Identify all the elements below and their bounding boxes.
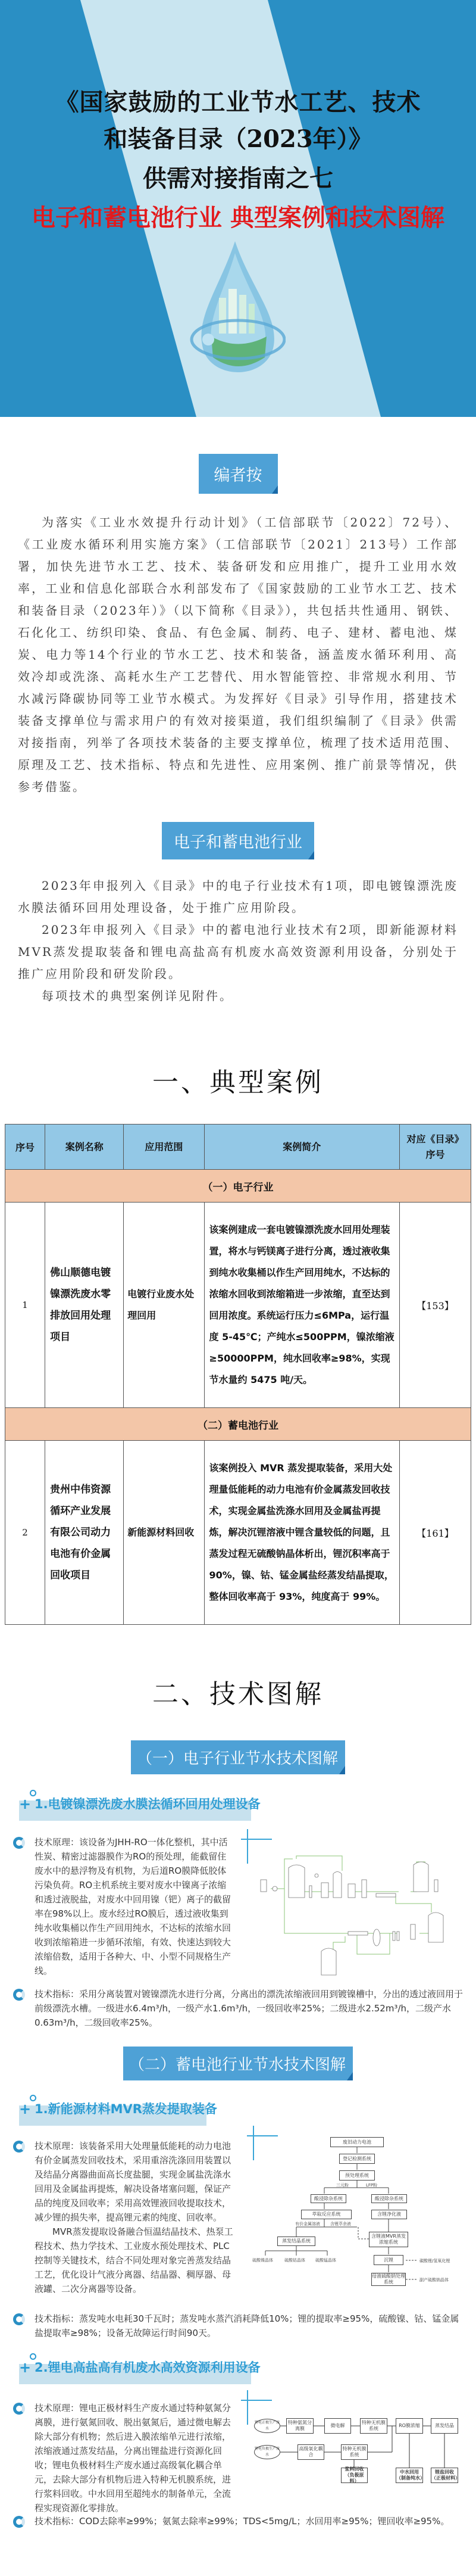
flow-node: 高级氧化耦合 — [298, 2444, 324, 2460]
case-index: 1 — [5, 1203, 45, 1408]
flow-output: 浆料回收（负极原料） — [341, 2468, 368, 2483]
cases-table — [5, 1124, 471, 1625]
hero-title-line3: 供需对接指南之七 — [143, 164, 333, 192]
item-title-text: 2.锂电高盐高有机废水高效资源利用设备 — [35, 2360, 261, 2375]
case-description: 该案例投入 MVR 蒸发提取装备，采用大处理量低能耗的动力电池有价金属蒸发回收技术，实现金属盐洗涤水回用及金属盐再提炼，解决沉锂溶液中锂含量较低的问题，且蒸发过程无硫酸钠晶体析出，锂沉积率高于90%，镍、钴、锰金属盐经蒸发结晶提取，整体回收率高于 93%，纯度高于 99%。 — [204, 1441, 399, 1625]
flow-input: 锂电正极生产废水 — [254, 2419, 280, 2433]
table-group-row — [5, 1170, 471, 1203]
fold-corner-icon — [272, 485, 278, 494]
table-row — [5, 1203, 471, 1408]
battery-diagram-tag — [123, 2047, 353, 2080]
flow-node: 含锂净化液 — [371, 2210, 407, 2219]
table-row — [5, 1441, 471, 1625]
group-label-electronics: （一）电子行业 — [5, 1170, 471, 1203]
indicators-text: 技术指标：蒸发吨水电耗30千瓦时；蒸发吨水蒸汽消耗降低10%；锂的提取率≥95%，硫酸镍、钴、锰金属盐提取率≥98%；设备无故障运行时间90天。 — [35, 2313, 459, 2338]
case-scope: 新能源材料回收 — [124, 1441, 204, 1625]
intro-paragraph-electronics: 2023年申报列入《目录》中的电子行业技术有1项，即电镀镍漂洗废水膜法循环回用处理设备，处于推广应用阶段。 — [18, 879, 458, 915]
flow-output: 副产硫酸钠晶体 — [419, 2278, 449, 2282]
intro-paragraph-note: 每项技术的典型案例详见附件。 — [42, 989, 233, 1003]
editor-note-tag — [199, 454, 278, 494]
principle-block — [0, 2401, 250, 2515]
flow-node: 登记检测系统 — [339, 2154, 375, 2164]
principle-text: 技术原理：该装备采用大处理量低能耗的动力电池有价金属蒸发回收技术，采用重溶洗涤回用装置以及结晶分离器曲面高长度盐腿，实现金属盐洗涤水回用及金属盐再提炼，解决设备堵塞问题，保证产品的纯度及回收率；采用高效锂液回收提取技术，减少锂的损失率，提高锂元素的纯度、回收率。 — [35, 2141, 231, 2223]
flow-branch-label: 含锂萃余液 — [330, 2222, 351, 2226]
flow-node: 含锂液MVR蒸发浓缩系统 — [369, 2232, 408, 2247]
industry-tag-wrap — [0, 822, 476, 859]
cases-heading: 一、典型案例 — [152, 1067, 324, 1098]
item-title-text: 1.新能源材料MVR蒸发提取装备 — [35, 2102, 217, 2116]
flow-output: 硫酸钴晶体 — [284, 2258, 305, 2263]
intro-paragraph-battery: 2023年申报列入《目录》中的蓄电池行业技术有2项，即新能源材料MVR蒸发提取装备和锂电高盐高有机废水高效资源利用设备，分别处于推广应用阶段和研发阶段。 — [18, 923, 458, 981]
diagrams-heading: 二、技术图解 — [152, 1679, 324, 1709]
flow-branch-label: 三元粉 — [336, 2183, 349, 2188]
indicators-text: 技术指标：COD去除率≥99%；氨氮去除率≥99%；TDS<5mg/L；水回用率≥95%；锂回收率≥95%。 — [35, 2516, 450, 2527]
bullet-ring-icon — [13, 2141, 25, 2153]
principle-text: 技术原理：锂电正极材料生产废水通过特种氨氮分离膜，进行氨氮回收、脱出氨氮后，通过微电解去除大部分有机物；然后进入膜浓缩单元进行浓缩，浓缩液通过蒸发结晶，分离出锂盐进行资源化回收；锂电负极材料生产废水通过高级氧化耦合单元，去除大部分有机物后进入特种无机膜系统，进行浆料回收。中水回用至超纯水的制备单元，全流程实现资源化零排放。 — [35, 2403, 231, 2513]
principle-text: 技术原理：该设备为JHH-RO一体化整机，其中活性炭、精密过滤器膜作为RO的预处理，能截留住废水中的悬浮物及有机物，为后道RO膜降低胶体污染负荷。RO主机系统主要对废水中镍离子浓缩和透过液脱盐，对废水中回用镍（钯）离子的截留率在98%以上。废水经过RO膜后，透过液收集到纯水收集桶以作生产回用纯水，不达标的浓缩水回收到浓缩箱进一步循环浓缩，有效、快速达到较大浓缩倍数，适用于各种大、中、小型不同规格生产线。 — [35, 1837, 231, 1976]
flow-node: 母液硫酸钠处理系统 — [372, 2273, 405, 2285]
item-title-nickel-rinse — [19, 1790, 261, 1823]
indicators-block — [0, 2312, 476, 2340]
col-header-scope: 应用范围 — [124, 1125, 204, 1170]
hero-subtitle: 电子和蓄电池行业 典型案例和技术图解 — [32, 204, 444, 232]
table-group-row — [5, 1408, 471, 1441]
flow-node: 蒸发结晶系统 — [277, 2237, 315, 2246]
flow-branch-label: LFP粉 — [366, 2183, 378, 2188]
flow-output: 锂盐回收（正极材料） — [431, 2468, 458, 2483]
flow-node: 预处理系统 — [339, 2170, 375, 2181]
indicators-block — [0, 2514, 476, 2528]
item-title-mvr — [19, 2095, 217, 2128]
col-header-index: 序号 — [5, 1125, 45, 1170]
industry-tag — [162, 822, 314, 859]
hero-banner — [0, 0, 476, 417]
flow-node: 特种无机膜系统 — [360, 2418, 387, 2434]
bullet-ring-icon — [13, 1837, 25, 1849]
fold-corner-icon — [308, 851, 314, 859]
case-name: 贵州中伟资源循环产业发展有限公司动力电池有价金属回收项目 — [45, 1441, 124, 1625]
editor-note-paragraph: 为落实《工业水效提升行动计划》（工信部联节〔2022〕72号）、《工业废水循环利用实施方案》（工信部联节〔2021〕213号）工作部署，加快先进节水工艺、技术、装备研发和应用推广，提升工业用水效率，工业和信息化部联合水利部发布了《国家鼓励的工业节水工艺、技术和装备目录（2023年）》（以下简称《目录》），共包括共性通用、钢铁、石化化工、纺织印染、食品、有色金属、制药、电子、建材、蓄电池、煤炭、电力等14个行业的节水工艺、技术和装备，涵盖废水循环利用、高效冷却或洗涤、高耗水生产工艺替代、用水智能管控、非常规水利用、节水减污降碳协同等工业节水模式。为发挥好《目录》引导作用，搭建技术装备支撑单位与需求用户的有效对接渠道，我们组织编制了《目录》供需对接指南，列举了各项技术装备的主要支撑单位，梳理了技术适用范围、原理及工艺、技术指标、特点和先进性、应用案例、推广前景等情况，供参考借鉴。 — [18, 515, 458, 794]
ro-process-diagram — [226, 1841, 476, 1984]
plus-icon: + — [19, 1796, 32, 1812]
mvr-flowchart — [250, 2127, 476, 2294]
plus-icon: + — [19, 2101, 32, 2117]
indicators-block — [0, 1987, 476, 2030]
bullet-ring-icon — [13, 1989, 25, 2001]
col-header-name: 案例名称 — [45, 1125, 124, 1170]
flowchart-connectors — [250, 2127, 476, 2294]
principle-text-2: MVR蒸发提取设备融合恒温结晶技术、热泵工程技术、热力学技术、工业废水预处理技术、PLC控制等关键技术，结合不同处理对象完善蒸发结晶工艺，优化设计气液分离器、结晶器、稠厚器、母液罐、二次分离器等设备。 — [35, 2226, 233, 2294]
flow-branch-label: 有价金属溶液 — [295, 2222, 320, 2226]
editor-note-tag-wrap — [0, 454, 476, 494]
editor-note-tag-label: 编者按 — [214, 466, 262, 485]
lithium-flowchart — [253, 2413, 476, 2496]
case-name: 佛山顺德电镀镍漂洗废水零排放回用处理项目 — [45, 1203, 124, 1408]
flow-input: 锂电负极生产废水 — [254, 2445, 280, 2459]
electronics-diagram-tag-label: （一）电子行业节水技术图解 — [136, 1750, 338, 1768]
flow-output: 碳酸锂/氢氧化锂 — [419, 2259, 450, 2263]
indicators-text: 技术指标：采用分离装置对镀镍漂洗水进行分离，分离出的漂洗浓缩液回用到镀镍槽中，分出的透过液回用于前级漂洗水槽。一级进水6.4m³/h，一级产水1.6m³/h，一级回收率25%；二级进水2.52m³/h，二级产水0.63m³/h，二级回收率25%。 — [35, 1989, 464, 2028]
electronics-diagram-tag-wrap — [0, 1740, 476, 1774]
water-droplet-city-icon — [178, 238, 286, 393]
bullet-ring-icon — [13, 2313, 25, 2325]
flow-node: RO膜浓缩 — [396, 2418, 423, 2434]
flow-output: 硫酸锰晶体 — [315, 2258, 336, 2263]
electronics-diagram-tag — [131, 1740, 345, 1774]
flow-node: 沉锂 — [374, 2255, 403, 2265]
flow-node: 特种氨氮分离膜 — [286, 2418, 314, 2434]
industry-tag-label: 电子和蓄电池行业 — [174, 833, 302, 852]
case-index: 2 — [5, 1441, 45, 1625]
bullet-ring-icon — [13, 2516, 25, 2528]
item-body-lithium-wastewater — [0, 2401, 476, 2514]
case-description: 该案例建成一套电镀镍漂洗废水回用处理装置，将水与钙镁离子进行分离，透过液收集到纯水收集桶以作生产回用纯水，不达标的浓缩水回收到浓缩箱进一步浓缩，直至达到回用浓度。系统运行压力≤6MPa，运行温度 5-45℃；产纯水≤500PPM，镍浓缩液≥50000PPM，纯水回收率≥98%，实现节水量约 5475 吨/天。 — [204, 1203, 399, 1408]
item-body-nickel-rinse — [0, 1835, 476, 1987]
flow-node: 特种无机膜系统 — [341, 2444, 368, 2460]
fold-corner-icon — [339, 1766, 345, 1774]
hero-title-line2: 和装备目录（2023年）》 — [104, 125, 372, 153]
plus-icon: + — [19, 2359, 32, 2376]
flow-node: 废旧动力电池 — [330, 2137, 384, 2147]
battery-diagram-tag-label: （二）蓄电池行业节水技术图解 — [129, 2056, 346, 2074]
case-ref: 【153】 — [399, 1203, 471, 1408]
item-title-lithium-wastewater — [19, 2353, 261, 2387]
principle-block — [0, 2139, 250, 2296]
col-header-ref: 对应《目录》序号 — [399, 1125, 471, 1170]
flow-output: 硫酸镍晶体 — [252, 2258, 273, 2263]
flow-output: 中水回用（制备纯水） — [396, 2468, 423, 2483]
bullet-ring-icon — [13, 2403, 25, 2415]
flow-node: 酸浸除杂系统 — [371, 2194, 407, 2203]
fold-corner-icon — [347, 2072, 353, 2080]
col-header-description: 案例简介 — [204, 1125, 399, 1170]
case-ref: 【161】 — [399, 1441, 471, 1625]
flow-node: 萃取反应系统 — [301, 2210, 352, 2219]
group-label-battery: （二）蓄电池行业 — [5, 1408, 471, 1441]
industry-intro-body — [0, 875, 476, 1007]
table-header-row — [5, 1125, 471, 1170]
flow-node: 酸浸除杂系统 — [311, 2194, 346, 2203]
battery-diagram-tag-wrap — [0, 2047, 476, 2080]
item-body-mvr — [0, 2139, 476, 2312]
flow-node: 蒸发结晶 — [431, 2418, 458, 2434]
editor-note-body — [0, 512, 476, 798]
case-scope: 电镀行业废水处理回用 — [124, 1203, 204, 1408]
principle-block — [0, 1835, 244, 1978]
flow-node: 微电解 — [324, 2418, 351, 2434]
hero-title-line1: 《国家鼓励的工业节水工艺、技术 — [55, 88, 421, 116]
item-title-text: 1.电镀镍漂洗废水膜法循环回用处理设备 — [35, 1797, 261, 1811]
